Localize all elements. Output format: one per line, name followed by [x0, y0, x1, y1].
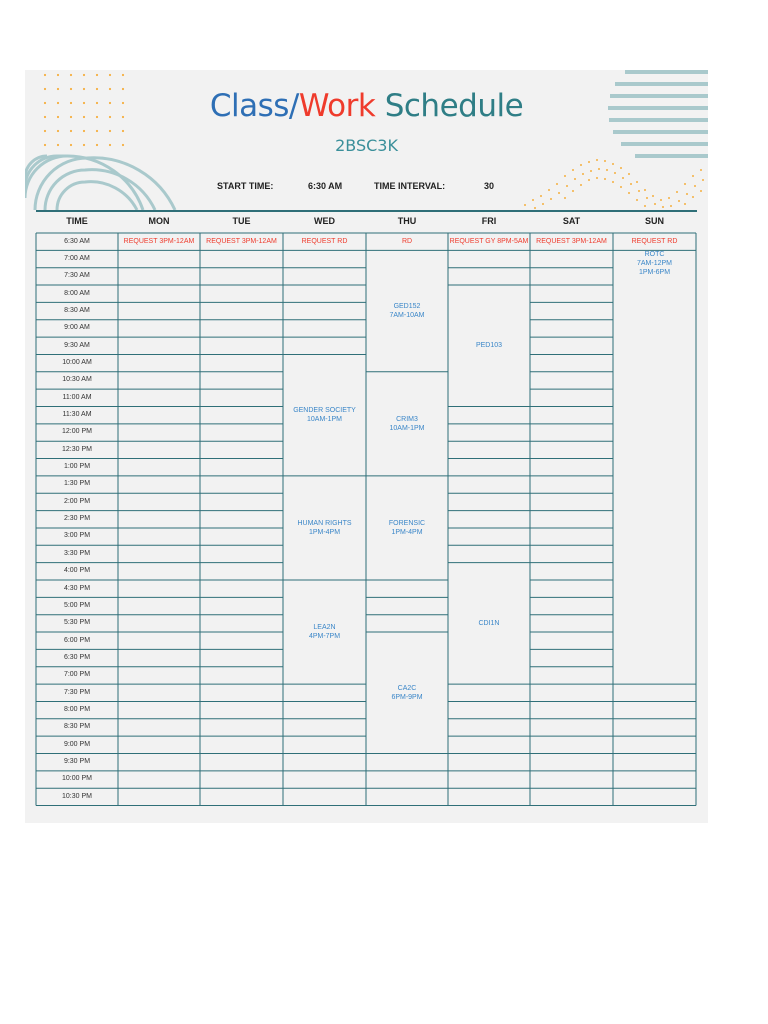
schedule-entry-line: CRIM3: [396, 415, 418, 423]
time-slot-label: 12:30 PM: [62, 445, 92, 453]
schedule-sheet: [25, 70, 708, 823]
schedule-entry: [530, 237, 613, 246]
schedule-entry: [448, 619, 530, 628]
column-header-tue: TUE: [232, 216, 251, 226]
schedule-entry-line: CA2C: [397, 684, 417, 692]
schedule-entry-line: 1PM-4PM: [391, 528, 423, 536]
column-header-fri: FRI: [481, 216, 497, 226]
schedule-grid: [25, 70, 708, 823]
schedule-entry: [366, 519, 448, 537]
time-slot-label: 6:30 AM: [64, 237, 90, 245]
schedule-entry: [366, 415, 448, 433]
time-slot-label: 7:00 PM: [63, 671, 91, 679]
time-slot-label: 8:00 AM: [64, 289, 90, 297]
time-slot-label: 9:30 PM: [63, 758, 91, 765]
time-slot-label: 9:00 AM: [64, 324, 90, 332]
time-slot-label: 2:30 PM: [63, 515, 91, 523]
page-subtitle: 2BSC3K: [335, 136, 398, 155]
time-slot-label: 11:00 AM: [62, 393, 92, 401]
schedule-entry: [613, 250, 696, 277]
schedule-entry-line: REQUEST RD: [631, 238, 678, 246]
time-slot-label: 7:30 PM: [63, 688, 91, 696]
time-slot-label: 8:30 AM: [64, 306, 90, 314]
schedule-entry: [448, 341, 530, 350]
schedule-entry: [118, 237, 200, 246]
time-slot-label: 2:00 PM: [63, 497, 91, 505]
time-slot-label: 4:30 PM: [63, 584, 91, 592]
time-slot-label: 3:00 PM: [63, 532, 91, 540]
schedule-entry: [613, 237, 696, 246]
time-slot-label: 3:30 PM: [63, 549, 91, 557]
schedule-entry: [283, 237, 366, 246]
schedule-entry: [283, 519, 366, 537]
time-slot-label: 4:00 PM: [63, 567, 91, 575]
time-slot-label: 10:30 PM: [62, 792, 92, 800]
time-slot-label: 6:30 PM: [63, 653, 91, 661]
schedule-entry-line: FORENSIC: [388, 519, 426, 527]
schedule-entry-line: REQUEST GY 8PM-5AM: [449, 238, 529, 246]
time-slot-label: 7:30 AM: [64, 272, 90, 280]
column-header-time: TIME: [66, 216, 88, 226]
time-slot-label: 8:30 PM: [63, 723, 91, 731]
schedule-entry-line: REQUEST 3PM-12AM: [536, 238, 607, 246]
time-slot-label: 8:00 PM: [63, 705, 91, 713]
schedule-entry: [366, 237, 448, 246]
schedule-entry: [366, 302, 448, 320]
schedule-entry-line: RD: [401, 238, 413, 246]
time-slot-label: 5:30 PM: [63, 619, 91, 627]
schedule-entry-line: HUMAN RIGHTS: [297, 519, 352, 527]
schedule-entry-line: REQUEST 3PM-12AM: [123, 238, 195, 246]
title-work: Work: [298, 88, 376, 124]
schedule-entry: [283, 623, 366, 641]
start-time-value: 6:30 AM: [308, 181, 343, 191]
time-slot-label: 10:30 AM: [62, 376, 92, 384]
column-header-wed: WED: [314, 216, 335, 226]
schedule-entry-line: 1PM-4PM: [308, 528, 341, 536]
time-interval-label: TIME INTERVAL:: [374, 181, 446, 191]
column-header-mon: MON: [148, 216, 170, 226]
title-slash: /: [288, 88, 299, 124]
schedule-entry-line: CDI1N: [478, 619, 500, 627]
schedule-entry: [283, 406, 366, 424]
time-slot-label: 5:00 PM: [63, 601, 91, 609]
schedule-entry-line: 10AM-1PM: [389, 424, 425, 432]
title-schedule: Schedule: [384, 88, 524, 124]
column-header-thu: THU: [397, 216, 417, 226]
time-slot-label: 9:30 AM: [64, 341, 90, 349]
column-header-sat: SAT: [562, 216, 581, 226]
time-slot-label: 12:00 PM: [62, 428, 92, 436]
schedule-entry: [200, 237, 283, 246]
schedule-entry-line: 7AM-12PM: [636, 260, 672, 268]
title-class: Class: [209, 88, 289, 124]
time-slot-label: 10:00 PM: [62, 775, 92, 783]
schedule-entry-line: 1PM-6PM: [638, 269, 671, 277]
schedule-entry: [366, 684, 448, 702]
time-slot-label: 6:00 PM: [63, 636, 91, 644]
schedule-entry-line: 4PM-7PM: [308, 633, 341, 641]
schedule-entry: [448, 237, 530, 246]
time-slot-label: 9:00 PM: [63, 740, 91, 748]
schedule-entry-line: PED103: [475, 342, 503, 350]
time-slot-label: 1:30 PM: [63, 480, 91, 488]
time-slot-label: 1:00 PM: [63, 463, 91, 471]
schedule-entry-line: REQUEST 3PM-12AM: [206, 238, 277, 246]
time-slot-label: 11:30 AM: [62, 411, 92, 418]
schedule-entry-line: 7AM-10AM: [389, 312, 425, 320]
time-slot-label: 7:00 AM: [64, 254, 90, 262]
schedule-entry-line: ROTC: [644, 251, 665, 259]
time-interval-value: 30: [484, 181, 495, 191]
start-time-label: START TIME:: [217, 181, 274, 191]
time-slot-label: 10:00 AM: [62, 358, 92, 366]
schedule-entry-line: LEA2N: [313, 624, 336, 632]
column-header-sun: SUN: [644, 216, 664, 226]
schedule-entry-line: REQUEST RD: [301, 238, 348, 246]
schedule-entry-line: 10AM-1PM: [306, 416, 342, 424]
schedule-entry-line: GED152: [393, 303, 421, 311]
schedule-entry-line: GENDER SOCIETY: [293, 407, 356, 415]
schedule-entry-line: 6PM-9PM: [391, 693, 423, 701]
